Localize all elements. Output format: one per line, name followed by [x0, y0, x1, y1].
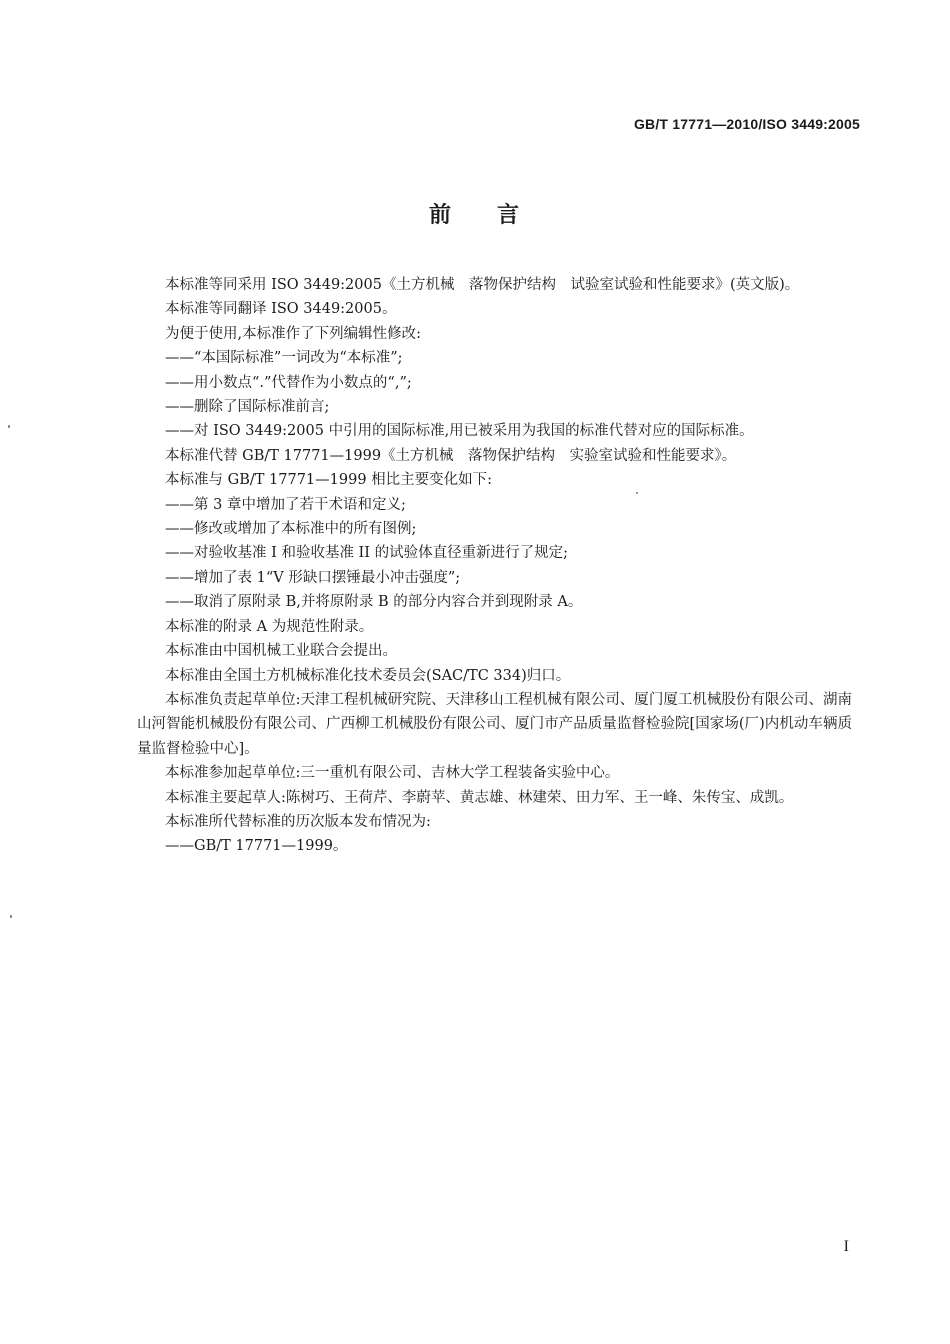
paragraph-proposed-by: 本标准由中国机械工业联合会提出。	[165, 643, 397, 660]
paragraph-history-intro: 本标准所代替标准的历次版本发布情况为:	[165, 813, 431, 830]
paragraph-editorial-intro: 为便于使用,本标准作了下列编辑性修改:	[165, 325, 421, 342]
list-item: ——GB/T 17771—1999。	[165, 838, 348, 855]
list-item: ——修改或增加了本标准中的所有图例;	[165, 521, 417, 538]
list-item: ——第 3 章中增加了若干术语和定义;	[165, 496, 406, 513]
paragraph-centralized-by: 本标准由全国土方机械标准化技术委员会(SAC/TC 334)归口。	[165, 667, 571, 684]
paragraph-replaces: 本标准代替 GB/T 17771—1999《土方机械 落物保护结构 实验室试验和性能要求》。	[165, 447, 737, 464]
list-item: ——“本国际标准”一词改为“本标准”;	[165, 350, 403, 367]
paragraph-annex: 本标准的附录 A 为规范性附录。	[165, 618, 374, 635]
paragraph-drafters: 本标准主要起草人:陈树巧、王荷芹、李蔚苹、黄志雄、林建荣、田力军、王一峰、朱传宝、成凯。	[165, 789, 794, 806]
scan-speck	[10, 915, 12, 918]
title-char-2: 言	[497, 203, 522, 228]
list-item: ——增加了表 1“V 形缺口摆锤最小冲击强度”;	[165, 569, 461, 586]
list-item: ——取消了原附录 B,并将原附录 B 的部分内容合并到现附录 A。	[165, 594, 583, 611]
scan-speck	[636, 492, 638, 494]
title-char-1: 前	[428, 203, 453, 228]
foreword-body	[137, 273, 852, 859]
paragraph-changes-intro: 本标准与 GB/T 17771—1999 相比主要变化如下:	[165, 472, 493, 489]
page-number: I	[843, 1238, 849, 1255]
paragraph-translation: 本标准等同翻译 ISO 3449:2005。	[165, 301, 397, 318]
list-item: ——删除了国际标准前言;	[165, 399, 330, 416]
list-item: ——对验收基准 I 和验收基准 II 的试验体直径重新进行了规定;	[165, 545, 569, 562]
scan-speck	[8, 425, 10, 428]
paragraph-drafting-units: 本标准负责起草单位:天津工程机械研究院、天津移山工程机械有限公司、厦门厦工机械股份有限公司、湖南山河智能机械股份有限公司、广西柳工机械股份有限公司、厦门市产品质量监督检验院[国家场(厂)内机动车辆质量监督检验中心]。	[137, 691, 852, 757]
paragraph-adoption: 本标准等同采用 ISO 3449:2005《土方机械 落物保护结构 试验室试验和性能要求》(英文版)。	[165, 277, 800, 293]
paragraph-participating-units: 本标准参加起草单位:三一重机有限公司、吉林大学工程装备实验中心。	[165, 765, 620, 782]
standard-code: GB/T 17771—2010/ISO 3449:2005	[633, 116, 860, 132]
list-item: ——对 ISO 3449:2005 中引用的国际标准,用已被采用为我国的标准代替对应的国际标准。	[165, 423, 754, 440]
list-item: ——用小数点“.”代替作为小数点的“,”;	[165, 374, 412, 391]
page-title	[0, 198, 950, 229]
